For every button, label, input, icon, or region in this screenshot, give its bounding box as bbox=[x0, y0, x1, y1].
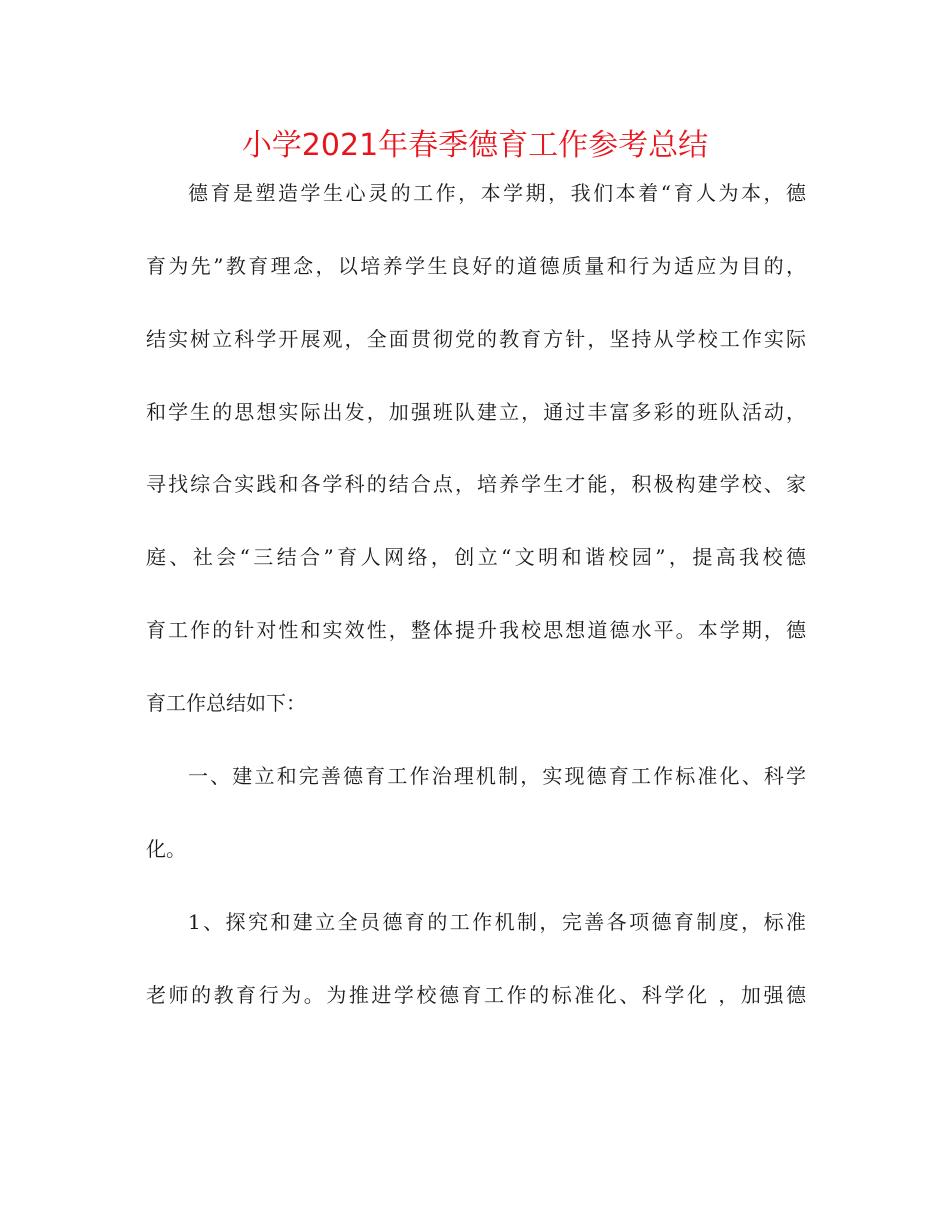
section-heading-line: 化。 bbox=[146, 837, 186, 861]
paragraph-line: 和学生的思想实际出发，加强班队建立，通过丰富多彩的班队活动， bbox=[146, 400, 806, 424]
paragraph-line: 育工作总结如下： bbox=[146, 691, 306, 715]
paragraph-line: 德育是塑造学生心灵的工作，本学期，我们本着“育人为本，德 bbox=[188, 181, 806, 205]
document-title: 小学2021年春季德育工作参考总结 bbox=[241, 128, 709, 163]
paragraph-line: 1、探究和建立全员德育的工作机制，完善各项德育制度，标准 bbox=[188, 910, 806, 934]
paragraph-line: 结实树立科学开展观，全面贯彻党的教育方针，坚持从学校工作实际 bbox=[146, 327, 806, 351]
paragraph-line: 庭、社会“三结合”育人网络，创立“文明和谐校园”，提高我校德 bbox=[146, 545, 806, 569]
section-heading-line: 一、建立和完善德育工作治理机制，实现德育工作标准化、科学 bbox=[188, 764, 806, 788]
paragraph-line: 老师的教育行为。为推进学校德育工作的标准化、科学化 ，加强德 bbox=[146, 983, 806, 1007]
paragraph-line: 育工作的针对性和实效性，整体提升我校思想道德水平。本学期，德 bbox=[146, 618, 806, 642]
paragraph-line: 育为先”教育理念，以培养学生良好的道德质量和行为适应为目的， bbox=[146, 254, 806, 278]
paragraph-line: 寻找综合实践和各学科的结合点，培养学生才能，积极构建学校、家 bbox=[146, 472, 806, 496]
